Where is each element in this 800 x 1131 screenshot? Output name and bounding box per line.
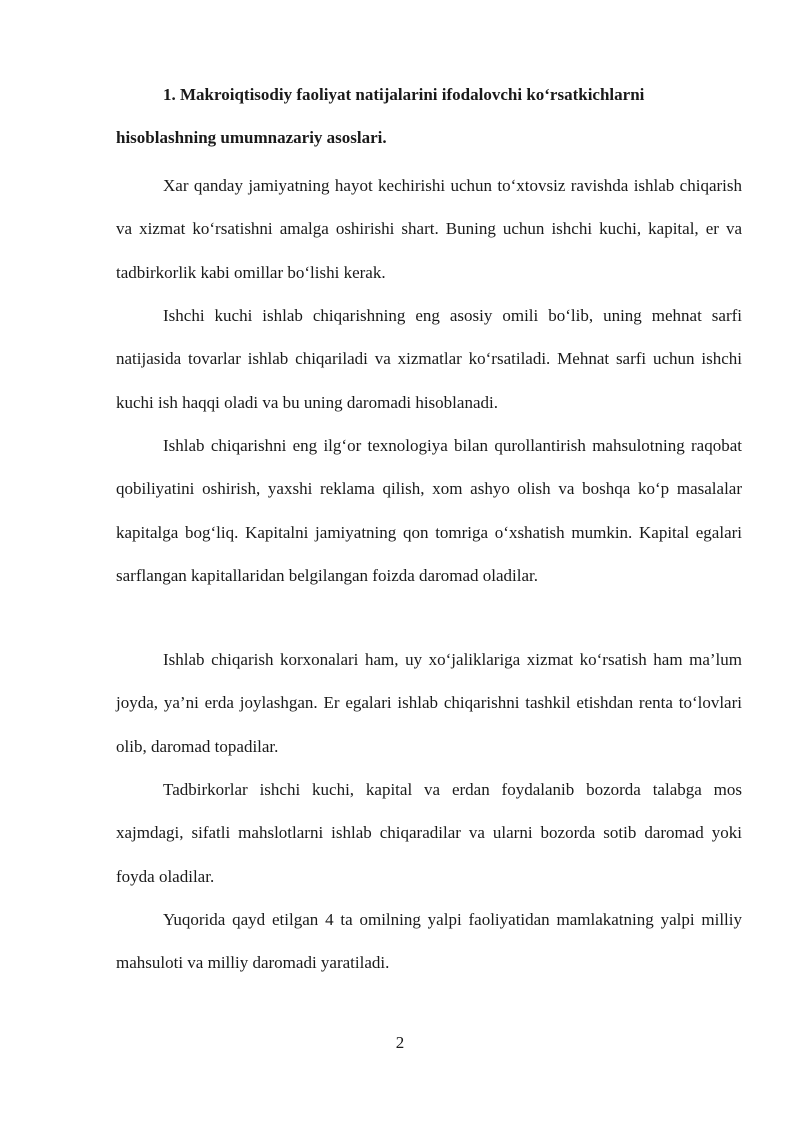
paragraph-2: Ishchi kuchi ishlab chiqarishning eng asosiy omili bo‘lib, uning mehnat sarfi natijasida tovarlar ishlab chiqariladi va xizmatlar ko‘rsatiladi. Mehnat sarfi uchun ishchi kuchi ish haqqi oladi va bu uning daromadi hisoblanadi. [116, 306, 742, 412]
paragraph-3: Ishlab chiqarishni eng ilg‘or texnologiya bilan qurollantirish mahsulotning raqobat qobiliyatini oshirish, yaxshi reklama qilish, xom ashyo olish va boshqa ko‘p masalalar kapitalga bog‘liq. Kapitalni jamiyatning qon tomriga o‘xshatish mumkin. Kapital egalari sarflangan kapitallaridan belgilangan foizda daromad oladilar. [116, 436, 742, 586]
paragraph-4: Ishlab chiqarish korxonalari ham, uy xo‘jaliklariga xizmat ko‘rsatish ham ma’lum joyda, ya’ni erda joylashgan. Er egalari ishlab chiqarishni tashkil etishdan renta to‘lovlari olib, daromad topadilar. [116, 650, 742, 756]
paragraph-1: Xar qanday jamiyatning hayot kechirishi uchun to‘xtovsiz ravishda ishlab chiqarish va xizmat ko‘rsatishni amalga oshirishi shart. Buning uchun ishchi kuchi, kapital, er va tadbirkorlik kabi omillar bo‘lishi kerak. [116, 176, 742, 282]
page-number: 2 [395, 1033, 405, 1052]
section-heading: 1. Makroiqtisodiy faoliyat natijalarini ifodalovchi ko‘rsatkichlarni hisoblashning umumnazariy asoslari. [116, 85, 645, 147]
paragraph-5: Tadbirkorlar ishchi kuchi, kapital va erdan foydalanib bozorda talabga mos xajmdagi, sifatli mahslotlarni ishlab chiqaradilar va ularni bozorda sotib daromad yoki foyda oladilar. [116, 780, 742, 886]
paragraph-6: Yuqorida qayd etilgan 4 ta omilning yalpi faoliyatidan mamlakatning yalpi milliy mahsuloti va milliy daromadi yaratiladi. [116, 910, 742, 973]
